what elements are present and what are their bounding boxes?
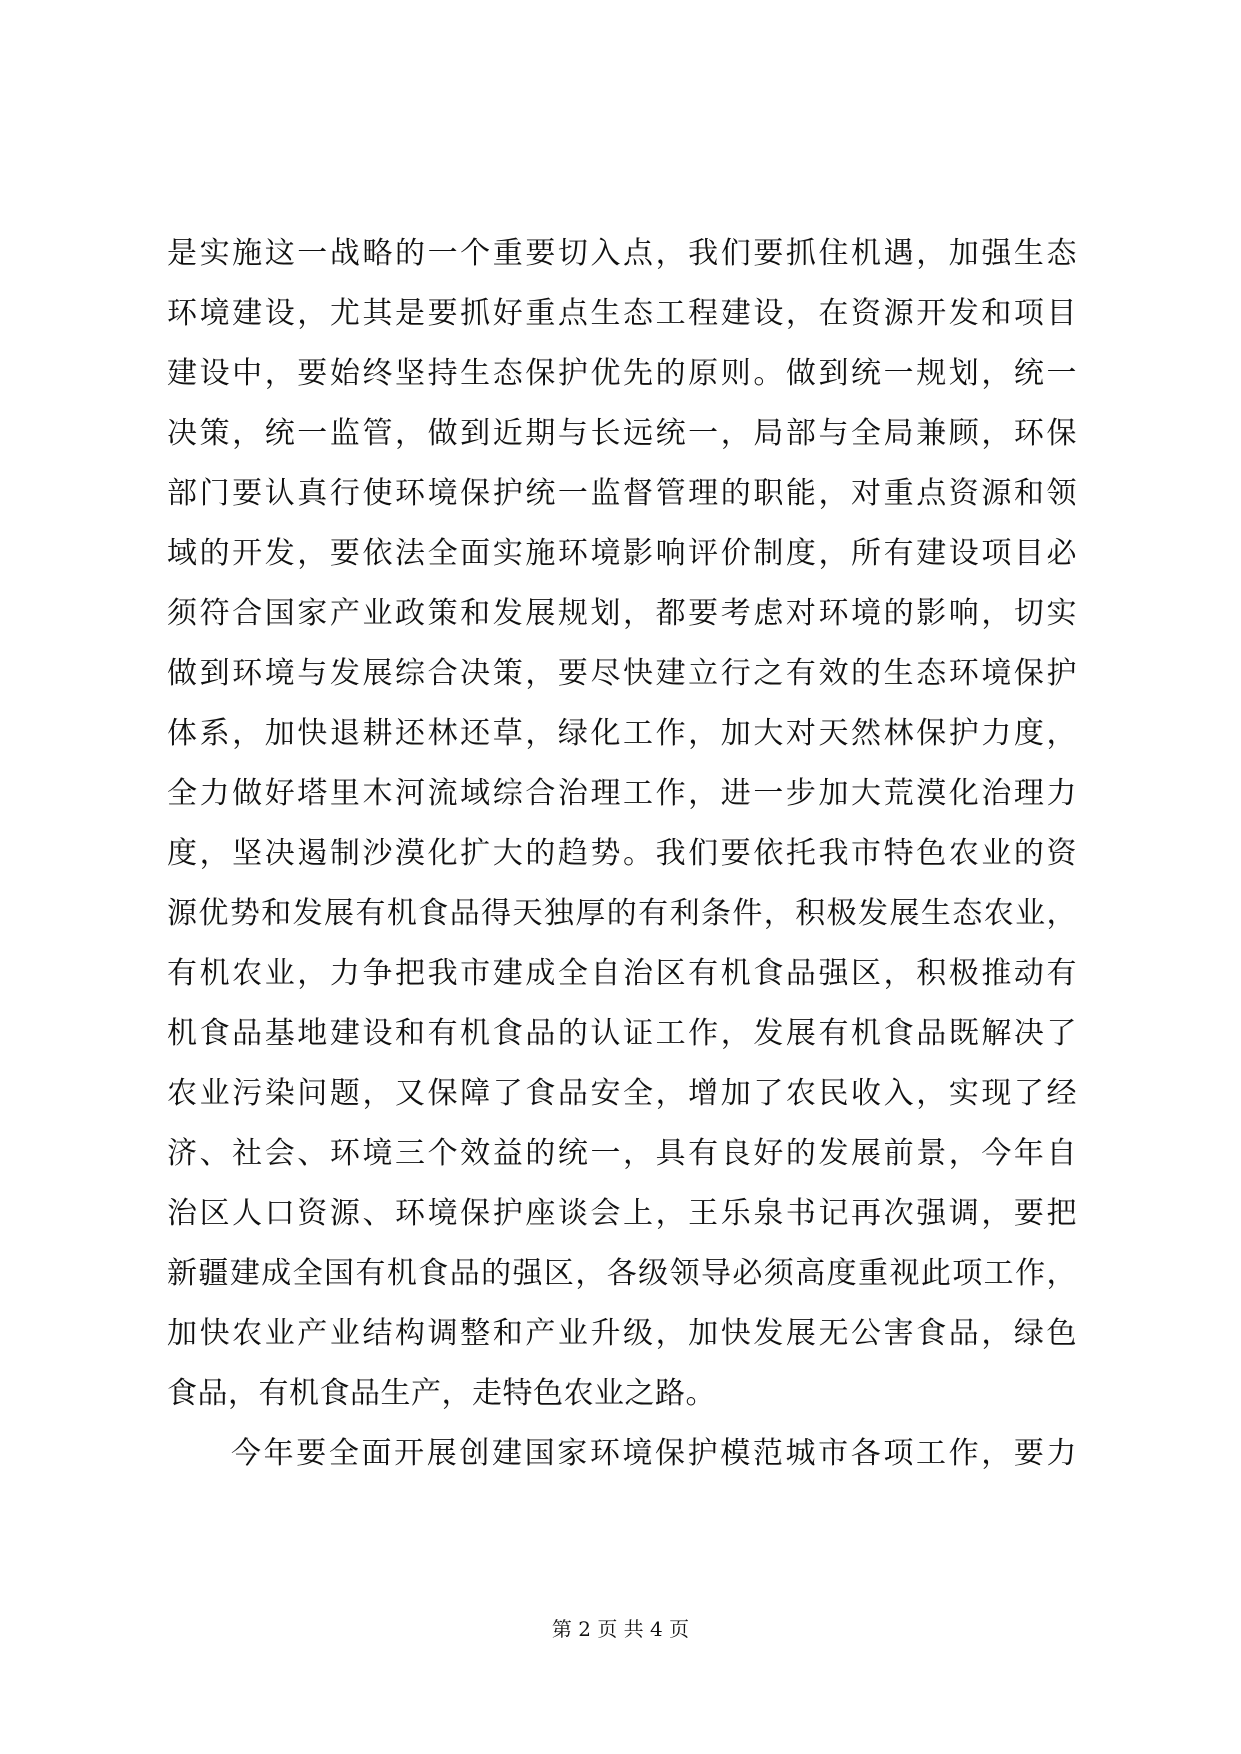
text-line: 体系，加快退耕还林还草，绿化工作，加大对天然林保护力度， xyxy=(167,716,1077,751)
text-line: 决策，统一监管，做到近期与长远统一，局部与全局兼顾，环保 xyxy=(167,416,1077,451)
text-line: 今年要全面开展创建国家环境保护模范城市各项工作，要力 xyxy=(231,1436,1077,1471)
text-line: 做到环境与发展综合决策，要尽快建立行之有效的生态环境保护 xyxy=(167,656,1077,691)
paragraph-1 xyxy=(167,224,1077,1424)
text-line: 度，坚决遏制沙漠化扩大的趋势。我们要依托我市特色农业的资 xyxy=(167,836,1077,871)
page-footer xyxy=(0,1615,1241,1643)
text-line: 源优势和发展有机食品得天独厚的有利条件，积极发展生态农业， xyxy=(167,896,1077,931)
text-line: 济、社会、环境三个效益的统一，具有良好的发展前景，今年自 xyxy=(167,1136,1077,1171)
text-line: 须符合国家产业政策和发展规划，都要考虑对环境的影响，切实 xyxy=(167,596,1077,631)
text-line: 全力做好塔里木河流域综合治理工作，进一步加大荒漠化治理力 xyxy=(167,776,1077,811)
document-body xyxy=(167,224,1077,1484)
text-line: 农业污染问题，又保障了食品安全，增加了农民收入，实现了经 xyxy=(167,1076,1077,1111)
text-line: 加快农业产业结构调整和产业升级，加快发展无公害食品，绿色 xyxy=(167,1316,1077,1351)
text-line: 治区人口资源、环境保护座谈会上，王乐泉书记再次强调，要把 xyxy=(167,1196,1077,1231)
text-line: 域的开发，要依法全面实施环境影响评价制度，所有建设项目必 xyxy=(167,536,1077,571)
text-line: 有机农业，力争把我市建成全自治区有机食品强区，积极推动有 xyxy=(167,956,1077,991)
text-line: 机食品基地建设和有机食品的认证工作，发展有机食品既解决了 xyxy=(167,1016,1077,1051)
text-line: 新疆建成全国有机食品的强区，各级领导必须高度重视此项工作， xyxy=(167,1256,1077,1291)
text-line: 是实施这一战略的一个重要切入点，我们要抓住机遇，加强生态 xyxy=(167,236,1077,271)
text-line: 食品，有机食品生产，走特色农业之路。 xyxy=(167,1376,716,1411)
page-number: 第 2 页 共 4 页 xyxy=(551,1617,690,1641)
text-line: 部门要认真行使环境保护统一监督管理的职能，对重点资源和领 xyxy=(167,476,1077,511)
text-line: 环境建设，尤其是要抓好重点生态工程建设，在资源开发和项目 xyxy=(167,296,1077,331)
text-line: 建设中，要始终坚持生态保护优先的原则。做到统一规划，统一 xyxy=(167,356,1077,391)
paragraph-2 xyxy=(167,1424,1077,1484)
